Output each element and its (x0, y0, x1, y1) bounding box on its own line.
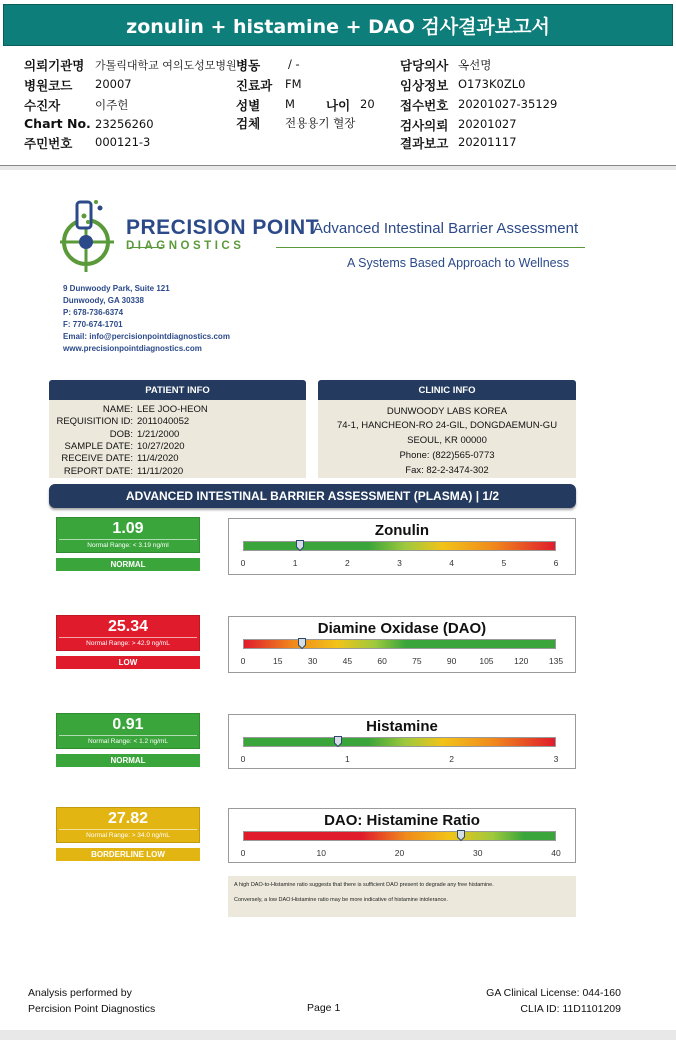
patient-info-header: PATIENT INFO (49, 380, 306, 400)
chart-label: Chart No. (24, 116, 91, 131)
normal-range: Normal Range: < 1.2 ng/mL (59, 735, 197, 748)
patient-info-label: REPORT DATE: (63, 465, 133, 477)
result-status-badge: LOW (56, 656, 200, 669)
gauge-bar (243, 541, 556, 551)
specimen-label: 검체 (236, 116, 261, 131)
ratio-note (228, 876, 576, 917)
gauge-tick-label: 90 (446, 656, 457, 666)
patient-info-label: SAMPLE DATE: (64, 440, 133, 452)
brand-name: PRECISION POINT (126, 216, 320, 239)
gauge-tick-label: 60 (377, 656, 387, 666)
address-line: Dunwoody, GA 30338 (63, 296, 144, 305)
result-value-box (56, 713, 200, 749)
footer-performed-by: Analysis performed by (28, 987, 132, 999)
gauge-tick-label: 0 (240, 558, 246, 568)
gauge-tick-label: 6 (553, 558, 559, 568)
phone-line: P: 678-736-6374 (63, 308, 124, 317)
receipt-label: 접수번호 (400, 98, 449, 113)
result-value: 25.34 (107, 618, 149, 635)
result-status-badge: NORMAL (56, 558, 200, 571)
doctor-label: 담당의사 (400, 58, 449, 73)
receipt-value: 20201027-35129 (458, 97, 558, 111)
gauge-marker-icon (456, 830, 465, 841)
gauge-title: DAO: Histamine Ratio (324, 812, 480, 829)
clinic-phone: Phone: (822)565-0773 (399, 450, 495, 461)
institution-label: 의뢰기관명 (24, 58, 85, 73)
clinic-name: DUNWOODY LABS KOREA (386, 406, 508, 417)
patient-value: 이주헌 (95, 98, 129, 112)
report-title-bar (0, 0, 676, 50)
result-value-box (56, 807, 200, 843)
gauge-title: Diamine Oxidase (DAO) (317, 620, 487, 637)
hospital-code-value: 20007 (95, 77, 132, 91)
chart-value: 23256260 (95, 117, 154, 131)
gauge-tick-label: 2 (449, 754, 455, 764)
footer-lab-name: Percision Point Diagnostics (28, 1003, 156, 1015)
patient-info-value: 1/21/2000 (137, 428, 180, 440)
email-link[interactable]: Email: info@percisionpointdiagnostics.com (63, 332, 230, 341)
gauge-tick-label: 15 (273, 656, 283, 666)
gauge-bar (243, 639, 556, 649)
result-value: 27.82 (107, 810, 149, 827)
range-gauge (228, 518, 576, 575)
age-label: 나이 (326, 98, 351, 113)
specimen-value: 전용용기 혈장 (285, 116, 356, 130)
gauge-title: Histamine (366, 718, 438, 735)
gauge-tick-label: 0 (240, 754, 246, 764)
patient-info-label: NAME: (102, 404, 133, 415)
patient-info-value: 10/27/2020 (137, 440, 185, 452)
website-link[interactable]: www.precisionpointdiagnostics.com (63, 344, 202, 353)
brand-rule-right (276, 247, 585, 248)
result-status-badge: NORMAL (56, 754, 200, 767)
address-line: 9 Dunwoody Park, Suite 121 (63, 284, 170, 293)
patient-info-label: RECEIVE DATE: (61, 453, 133, 465)
report-title: zonulin + histamine + DAO 검사결과보고서 (3, 4, 673, 46)
age-value: 20 (360, 97, 375, 111)
footer-license: GA Clinical License: 044-160 (486, 987, 621, 999)
clinic-address: 74-1, HANCHEON-RO 24-GIL, DONGDAEMUN-GU (336, 420, 558, 431)
gauge-tick-label: 40 (551, 848, 561, 858)
dept-value: FM (285, 77, 302, 91)
gauge-tick-label: 3 (397, 558, 402, 568)
footer-clia: CLIA ID: 11D1101209 (520, 1003, 621, 1015)
clinic-info-header: CLINIC INFO (318, 380, 576, 400)
gauge-tick-label: 30 (473, 848, 483, 858)
gauge-tick-label: 135 (548, 656, 564, 666)
gauge-tick-label: 0 (240, 848, 246, 858)
patient-info-value: 11/4/2020 (137, 453, 179, 465)
gauge-title: Zonulin (374, 522, 430, 539)
gauge-tick-label: 45 (342, 656, 353, 666)
result-value: 1.09 (112, 520, 144, 537)
gauge-tick-label: 1 (344, 754, 350, 764)
patient-info-label: REQUISITION ID: (56, 416, 133, 428)
id-value: 000121-3 (95, 135, 151, 149)
note-line: A high DAO-to-Histamine ratio suggests that there is sufficient DAO present to degrade any free histamine. (234, 882, 494, 888)
clinical-value: O173K0ZL0 (458, 77, 526, 91)
report-value: 20201117 (458, 135, 517, 149)
sex-value: M (285, 97, 295, 111)
normal-range: Normal Range: < 3.19 ng/ml (59, 539, 197, 552)
gauge-bar (243, 831, 556, 841)
clinic-city: SEOUL, KR 00000 (407, 435, 487, 446)
range-gauge (228, 808, 576, 863)
sex-label: 성별 (236, 98, 261, 113)
gauge-marker-icon (333, 736, 342, 747)
doctor-value: 옥선명 (458, 58, 492, 72)
brand-slogan: A Systems Based Approach to Wellness (347, 256, 570, 270)
id-label: 주민번호 (24, 136, 73, 151)
ward-value: / - (288, 57, 300, 71)
brand-subname: DIAGNOSTICS (126, 240, 245, 252)
section-banner: ADVANCED INTESTINAL BARRIER ASSESSMENT (PLASMA) | 1/2 (49, 484, 576, 508)
note-line: Conversely, a low DAO:Histamine ratio may be more indicative of histamine intolerance. (234, 897, 448, 903)
patient-info-value: 11/11/2020 (137, 465, 184, 477)
gauge-tick-label: 2 (344, 558, 350, 568)
result-value-box (56, 615, 200, 651)
gauge-tick-label: 75 (412, 656, 422, 666)
gauge-tick-label: 3 (553, 754, 559, 764)
footer-page-number: Page 1 (307, 1002, 341, 1014)
gauge-tick-label: 30 (307, 656, 318, 666)
dept-label: 진료과 (236, 78, 273, 93)
patient-info-value: LEE JOO-HEON (137, 404, 208, 415)
brand-tagline: Advanced Intestinal Barrier Assessment (313, 220, 579, 237)
request-label: 검사의뢰 (400, 118, 449, 133)
gauge-tick-label: 4 (449, 558, 455, 568)
normal-range: Normal Range: > 34.0 ng/mL (59, 829, 197, 842)
patient-info-label: DOB: (109, 428, 133, 440)
gauge-tick-label: 20 (394, 848, 405, 858)
request-value: 20201027 (458, 117, 517, 131)
result-value: 0.91 (112, 716, 144, 733)
institution-value: 가톨릭대학교 여의도성모병원 (95, 59, 237, 72)
result-status-badge: BORDERLINE LOW (56, 848, 200, 861)
gauge-marker-icon (297, 638, 306, 649)
result-value-box (56, 517, 200, 553)
gauge-tick-label: 120 (514, 656, 529, 666)
gauge-tick-label: 105 (479, 656, 494, 666)
gauge-tick-label: 10 (316, 848, 326, 858)
report-label: 결과보고 (400, 136, 449, 151)
normal-range: Normal Range: > 42.9 ng/mL (59, 637, 197, 650)
gauge-tick-label: 5 (501, 558, 507, 568)
clinic-fax: Fax: 82-2-3474-302 (405, 465, 489, 476)
gauge-marker-icon (295, 540, 304, 551)
clinical-label: 임상정보 (400, 78, 449, 93)
gauge-tick-label: 1 (292, 558, 298, 568)
hospital-code-label: 병원코드 (24, 78, 73, 93)
microscope-logo-icon (56, 196, 120, 274)
patient-info-value: 2011040052 (137, 416, 190, 428)
fax-line: F: 770-674-1701 (63, 320, 123, 329)
report-header (0, 50, 676, 166)
range-gauge (228, 714, 576, 769)
range-gauge (228, 616, 576, 673)
gauge-tick-label: 0 (240, 656, 246, 666)
ward-label: 병동 (236, 58, 261, 73)
gauge-bar (243, 737, 556, 747)
patient-label: 수진자 (24, 98, 61, 113)
